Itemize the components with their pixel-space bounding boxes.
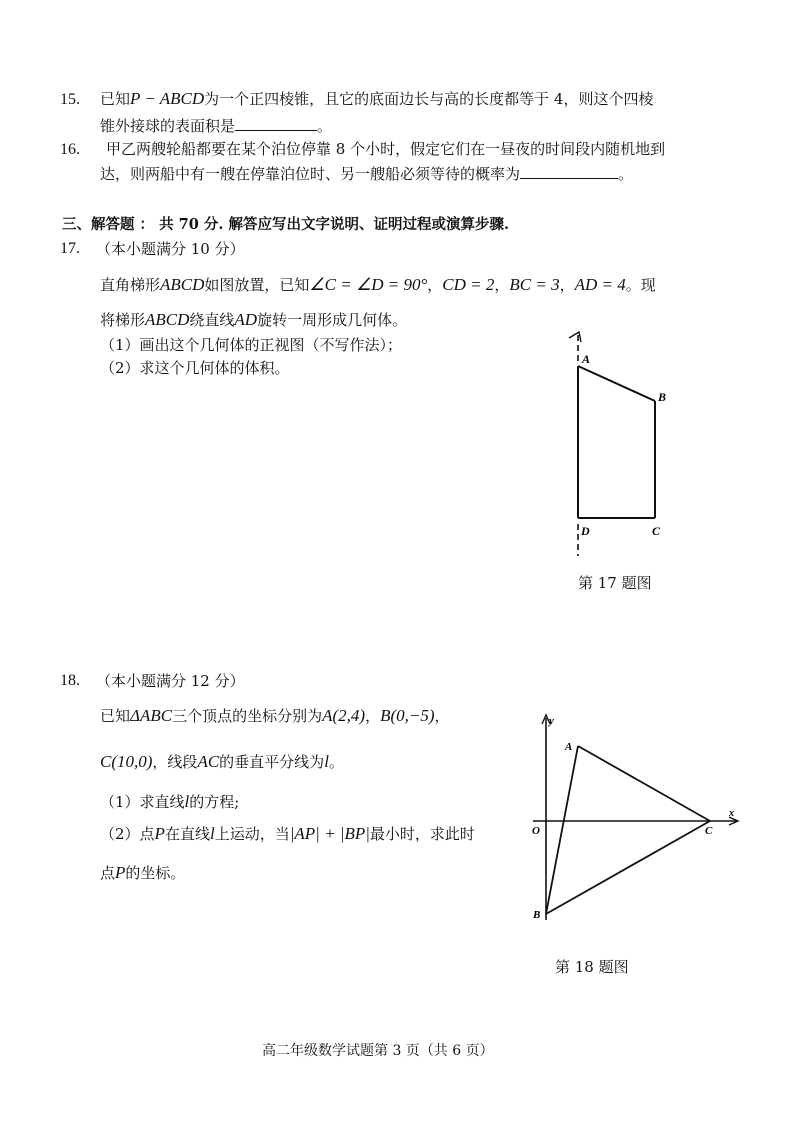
q17-label-a: A: [582, 352, 591, 366]
q17-math: ABCD: [145, 310, 190, 329]
q18-text: 已知: [100, 707, 131, 725]
q18-origin-label: O: [532, 825, 540, 837]
q17-caption: 第 17 题图: [578, 574, 652, 592]
q16-line1: 甲乙两艘轮船都要在某个泊位停靠 8 个小时，假定它们在一昼夜的时间段内随机地到: [106, 140, 666, 158]
q17-text: 直角梯形: [100, 276, 161, 294]
q18-text: 的方程;: [189, 793, 240, 811]
q17-sub1: （1）画出这个几何体的正视图（不写作法）；: [100, 336, 403, 354]
q17-number: 17.: [60, 240, 80, 257]
q17-text: ，: [427, 276, 443, 294]
q17-text: ，: [559, 276, 575, 294]
q18-math-point-a: A(2,4): [322, 706, 366, 725]
triangle-side-ac: [578, 746, 710, 821]
q18-text: 。: [328, 753, 344, 771]
q17-text: 绕直线: [189, 311, 235, 329]
q17-label-d: D: [581, 524, 590, 538]
q15-line2: [100, 115, 332, 136]
q18-text: （1）求直线: [100, 793, 185, 811]
q18-math: P: [115, 863, 126, 882]
q16-text: 达，则两船中有一艘在停靠泊位时、另一艘船必须等待的概率为: [100, 165, 521, 183]
q17-label-c: C: [652, 524, 661, 538]
q18-math-abs-sum: |AP| + |BP|: [289, 824, 370, 843]
q18-math: P: [154, 824, 165, 843]
q18-figure: [525, 710, 745, 930]
q17-math-bc: BC = 3: [509, 275, 560, 294]
triangle-side-bc: [546, 821, 710, 914]
q15-line1: [100, 88, 653, 109]
q18-text: ，线段: [152, 753, 198, 771]
q18-text: 在直线: [164, 825, 210, 843]
q15-text: 锥外接球的表面积是: [100, 117, 236, 135]
side-ab: [578, 366, 655, 401]
page-footer: 高二年级数学试题第 3 页（共 6 页）: [262, 1043, 494, 1059]
q15-number: 15.: [60, 91, 80, 108]
q17-text: 将梯形: [100, 311, 146, 329]
q17-text: 旋转一周形成几何体。: [257, 311, 408, 329]
q18-math-triangle: ΔABC: [130, 706, 173, 725]
q18-axis-x-label: x: [729, 808, 734, 819]
q18-number: 18.: [60, 672, 80, 689]
q18-sub1: [100, 791, 239, 812]
q18-math: l: [324, 752, 329, 771]
q17-text: 如图放置，已知: [204, 276, 310, 294]
q16-answer-blank[interactable]: [520, 164, 618, 179]
q17-math: AD: [234, 310, 258, 329]
q17-label-b: B: [658, 390, 667, 404]
q18-sub2: [100, 823, 475, 844]
rotation-arrow-icon: [569, 332, 581, 342]
q18-text: 三个顶点的坐标分别为: [172, 707, 323, 725]
q17-score: （本小题满分 10 分）: [96, 240, 245, 258]
q18-text: 点: [100, 864, 116, 882]
q18-math-point-c: C(10,0): [100, 752, 153, 771]
q18-label-a: A: [565, 741, 573, 753]
q18-caption: 第 18 题图: [555, 958, 629, 976]
q18-label-c: C: [705, 825, 713, 837]
q17-figure: [555, 330, 685, 560]
q17-statement-line1: [100, 274, 656, 295]
q18-axis-y-label: y: [549, 715, 554, 727]
q18-score: （本小题满分 12 分）: [96, 672, 245, 690]
q18-math-point-b: B(0,−5): [380, 706, 435, 725]
q18-text: 的坐标。: [125, 864, 186, 882]
q18-statement-line2: [100, 751, 344, 772]
q16-text: 。: [618, 165, 634, 183]
q17-math-ad: AD = 4: [574, 275, 626, 294]
q18-statement-line1: [100, 705, 450, 726]
q18-text: （2）点: [100, 825, 155, 843]
q16-line2: [100, 163, 633, 184]
triangle-side-ab: [546, 746, 578, 914]
q17-sub2: （2）求这个几何体的体积。: [100, 359, 290, 377]
q18-text: 上运动，当: [214, 825, 290, 843]
q17-text: 。现: [625, 276, 656, 294]
q15-answer-blank[interactable]: [235, 116, 317, 131]
q15-text: 。: [317, 117, 333, 135]
q18-text: ，: [365, 707, 381, 725]
section-3-heading: 三、解答题 ： 共 70 分. 解答应写出文字说明、证明过程或演算步骤.: [62, 216, 510, 233]
q18-label-b: B: [533, 909, 541, 921]
q17-math: ABCD: [160, 275, 205, 294]
q18-math: AC: [197, 752, 220, 771]
q15-math-pyramid: P − ABCD: [130, 89, 205, 108]
q18-text: ，: [434, 707, 450, 725]
q18-math: l: [209, 824, 215, 843]
q17-text: ，: [494, 276, 510, 294]
q15-text: 为一个正四棱锥，且它的底面边长与高的长度都等于 4，则这个四棱: [204, 90, 654, 108]
q18-sub2-cont: [100, 862, 185, 883]
q15-text: 已知: [100, 90, 131, 108]
q18-text: 最小时，求此时: [369, 825, 475, 843]
q16-number: 16.: [60, 141, 80, 158]
q18-math: l: [184, 792, 190, 811]
q17-math-cd: CD = 2: [442, 275, 495, 294]
q17-math-angles: ∠C = ∠D = 90°: [309, 275, 428, 294]
q17-statement-line2: [100, 309, 407, 330]
q18-text: 的垂直平分线为: [219, 753, 325, 771]
